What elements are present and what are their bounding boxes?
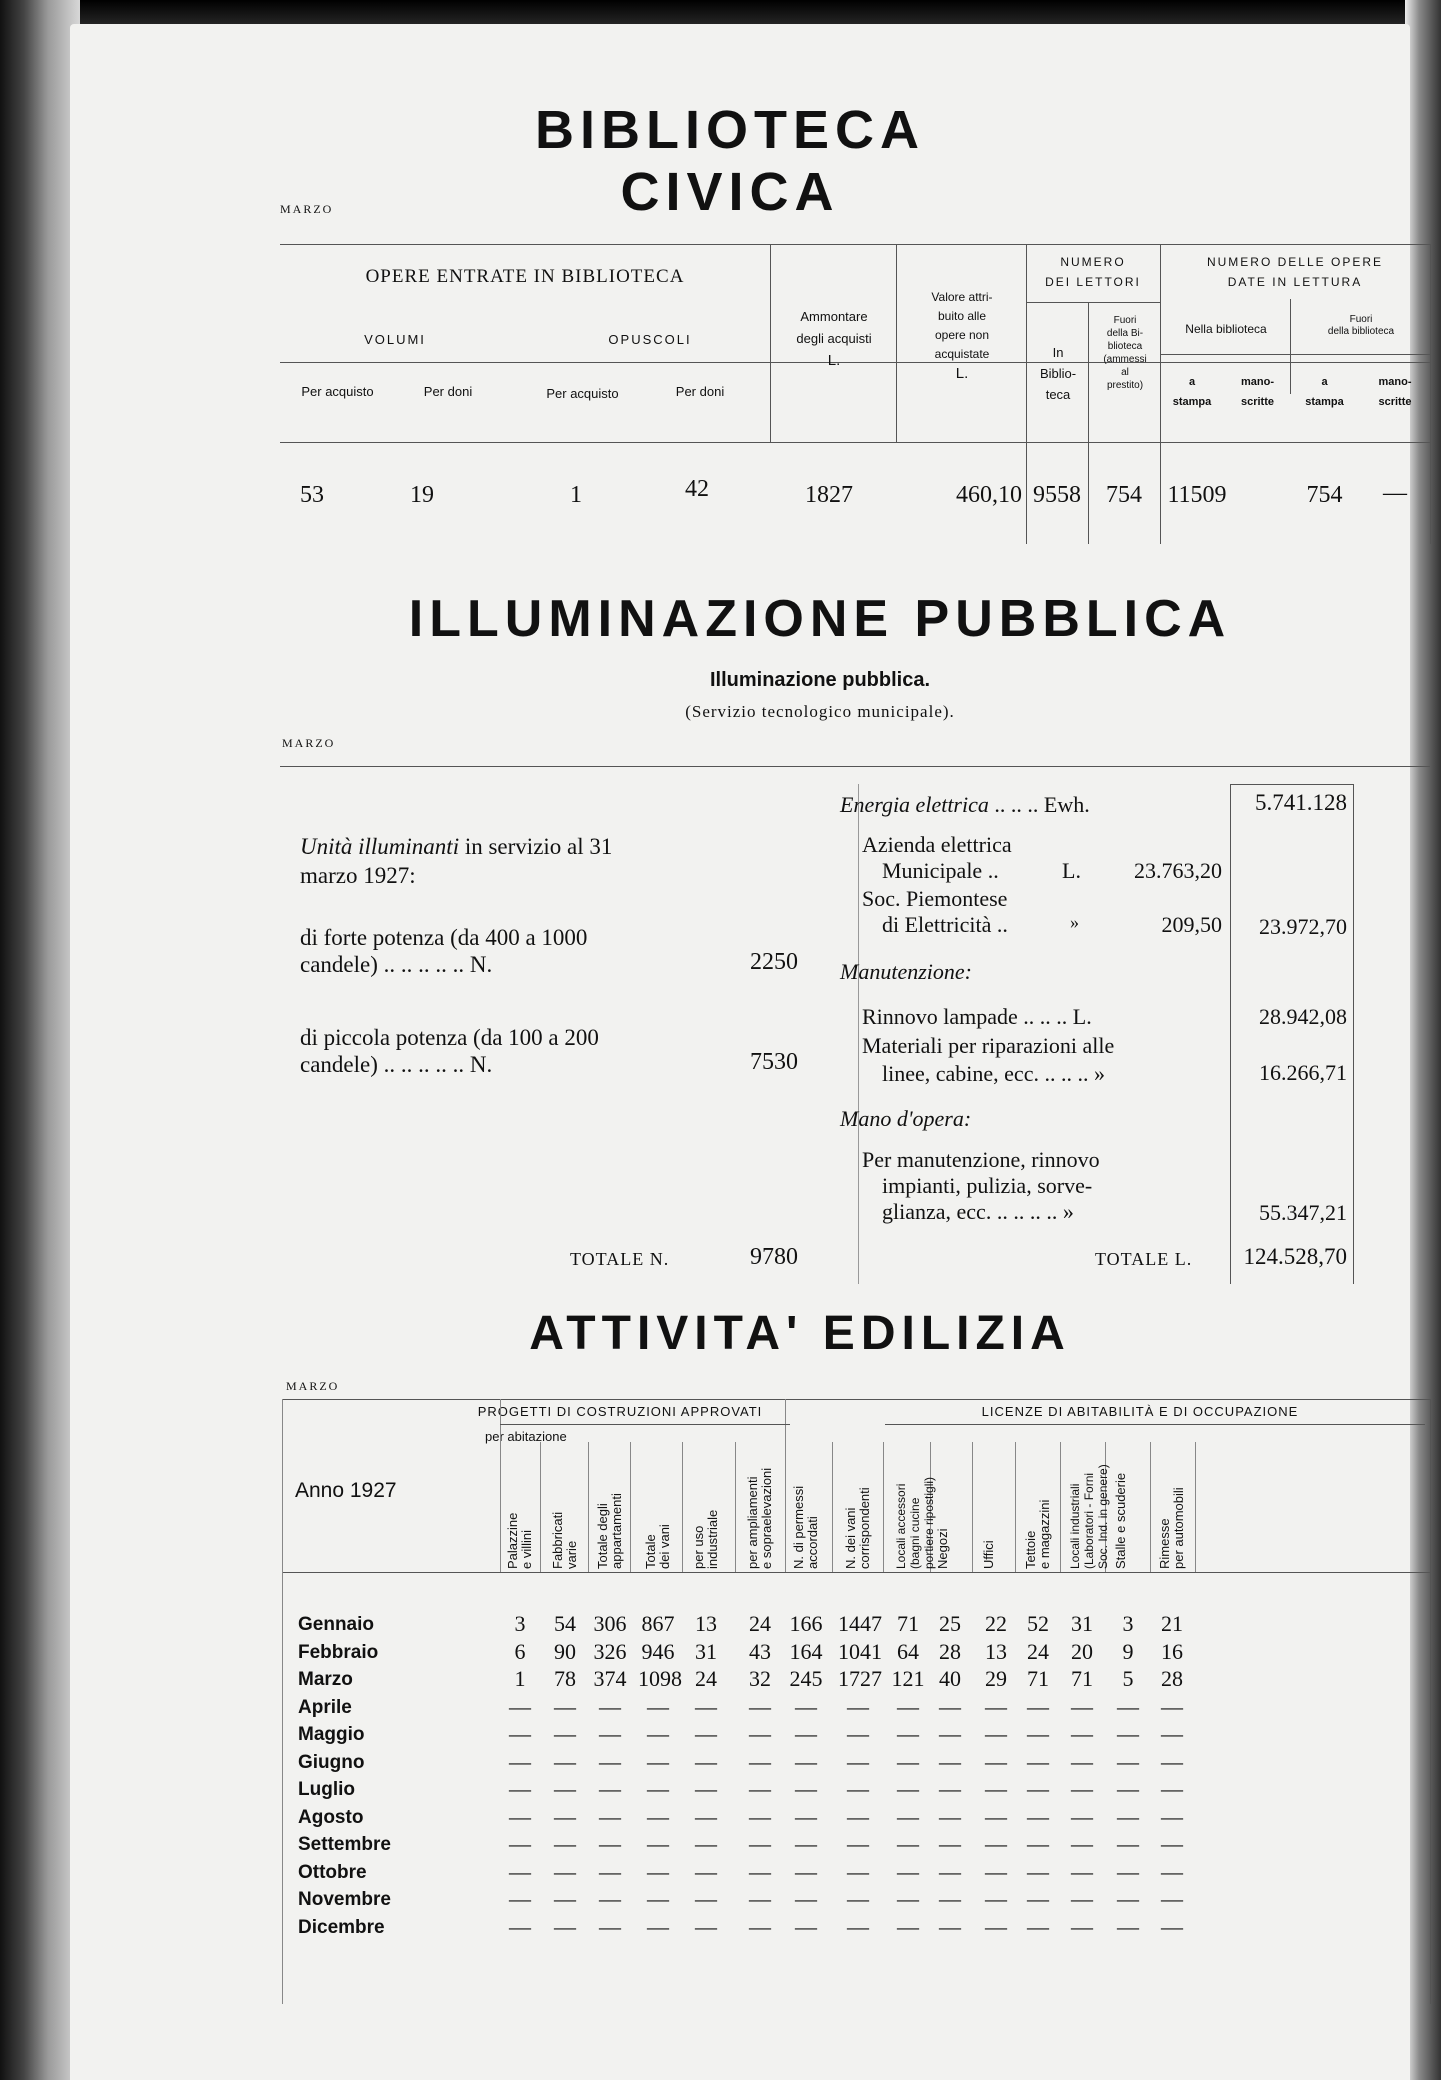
table-cell: —	[749, 1748, 771, 1774]
table-cell: 31	[695, 1638, 717, 1664]
table-cell: —	[647, 1803, 669, 1829]
column-header-13: Stalle e scuderie	[1113, 1472, 1128, 1569]
table-cell: —	[749, 1693, 771, 1719]
table-cell: 13	[695, 1611, 717, 1636]
table-cell: —	[749, 1831, 771, 1856]
value-fuori-stampa: 754	[1306, 482, 1343, 508]
month-label: Marzo	[298, 1669, 353, 1690]
table-cell: —	[599, 1858, 621, 1884]
table-cell: —	[939, 1803, 961, 1829]
header-progetti: PROGETTI DI COSTRUZIONI APPROVATI	[477, 1404, 763, 1419]
table-cell: —	[795, 1721, 817, 1746]
mano-opera-value: 55.347,21	[1259, 1200, 1347, 1225]
table-cell: —	[897, 1776, 919, 1801]
table-cell: 24	[695, 1666, 717, 1691]
table-cell: —	[509, 1886, 531, 1911]
table-cell: —	[1071, 1693, 1093, 1719]
table-cell: —	[1117, 1831, 1139, 1856]
table-cell: —	[647, 1858, 669, 1884]
edilizia-title: ATTIVITA' EDILIZIA	[529, 1307, 1071, 1360]
table-cell: —	[599, 1803, 621, 1829]
table-cell: —	[647, 1693, 669, 1719]
illuminazione-month: MARZO	[282, 736, 336, 750]
table-cell: —	[1161, 1721, 1183, 1746]
table-cell: —	[554, 1858, 576, 1884]
azienda-elettrica: Azienda elettrica Municipale ..	[862, 832, 1012, 883]
table-cell: —	[647, 1831, 669, 1856]
table-cell: —	[695, 1831, 717, 1856]
table-cell: —	[985, 1858, 1007, 1884]
table-cell: —	[749, 1886, 771, 1911]
table-cell: —	[1117, 1886, 1139, 1911]
month-label: Luglio	[298, 1779, 355, 1800]
table-cell: —	[985, 1831, 1007, 1856]
table-cell: —	[1161, 1886, 1183, 1911]
column-header-0: Palazzine e villini	[505, 1512, 534, 1569]
column-header-14: Rimesse per automobili	[1157, 1487, 1186, 1569]
column-header-8: Locali accessori (bagni cucine portiere ripostigli)	[894, 1476, 936, 1569]
table-cell: —	[795, 1913, 817, 1939]
month-label: Gennaio	[298, 1614, 375, 1635]
month-label: Ottobre	[298, 1861, 367, 1883]
table-cell: —	[1161, 1913, 1183, 1939]
piccola-potenza-value: 7530	[750, 1049, 798, 1075]
table-cell: 64	[897, 1638, 919, 1664]
column-header-6: N. di permessi accordati	[791, 1485, 820, 1569]
table-cell: 164	[789, 1638, 823, 1664]
table-cell: —	[695, 1748, 717, 1774]
scan-left-edge	[0, 0, 80, 2080]
month-label: Agosto	[298, 1806, 364, 1828]
table-cell: —	[647, 1886, 669, 1911]
column-divider	[832, 1442, 833, 1572]
header-nella-stampa: a stampa	[1172, 376, 1212, 408]
table-cell: —	[1027, 1886, 1049, 1911]
table-cell: —	[647, 1913, 669, 1939]
column-divider	[630, 1442, 631, 1572]
azienda-value: 23.763,20	[1134, 858, 1222, 883]
table-cell: —	[939, 1858, 961, 1884]
header-fuori-stampa: a stampa	[1305, 376, 1344, 408]
table-cell: —	[1161, 1693, 1183, 1719]
table-cell: 374	[593, 1666, 627, 1691]
table-cell: 946	[641, 1638, 675, 1664]
mano-opera-label: Mano d'opera:	[840, 1106, 972, 1131]
table-cell: —	[795, 1693, 817, 1719]
value-valore: 460,10	[956, 482, 1022, 508]
table-cell: —	[1027, 1776, 1049, 1801]
value-lettori-fuori: 754	[1106, 482, 1142, 508]
table-cell: —	[1071, 1803, 1093, 1829]
table-cell: —	[1027, 1748, 1049, 1774]
table-cell: —	[749, 1803, 771, 1829]
table-cell: 31	[1071, 1611, 1093, 1636]
table-cell: 40	[939, 1666, 961, 1691]
table-cell: —	[1161, 1776, 1183, 1801]
unita-illuminanti-block: Unità illuminanti in servizio al 31 marzo 1927:	[300, 834, 613, 888]
table-cell: —	[749, 1913, 771, 1939]
column-header-3: Totale dei vani	[643, 1524, 672, 1569]
value-opuscoli-acquisto: 1	[570, 482, 582, 508]
month-label: Febbraio	[298, 1641, 379, 1663]
table-cell: —	[1161, 1831, 1183, 1856]
table-cell: —	[1161, 1803, 1183, 1829]
mano-opera-detail: Per manutenzione, rinnovo impianti, pulizia, sorve- glianza, ecc. .. .. .. .. »	[862, 1147, 1100, 1224]
table-cell: 90	[554, 1638, 576, 1664]
table-cell: —	[939, 1721, 961, 1746]
illuminazione-subtitle: Illuminazione pubblica.	[709, 669, 931, 691]
column-divider	[588, 1442, 589, 1572]
table-cell: 13	[985, 1638, 1007, 1664]
table-cell: —	[599, 1776, 621, 1801]
header-opuscoli-doni: Per doni	[675, 384, 725, 399]
header-opuscoli: OPUSCOLI	[608, 332, 692, 347]
table-cell: —	[695, 1858, 717, 1884]
table-cell: —	[647, 1776, 669, 1801]
table-cell: —	[647, 1721, 669, 1746]
table-cell: 3	[514, 1611, 526, 1636]
materiali: Materiali per riparazioni alle linee, cabine, ecc. .. .. .. »	[862, 1033, 1115, 1086]
table-cell: —	[509, 1748, 531, 1774]
table-cell: 28	[1161, 1666, 1183, 1691]
table-cell: —	[985, 1886, 1007, 1911]
table-cell: —	[847, 1803, 869, 1829]
table-cell: —	[795, 1858, 817, 1884]
header-anno: Anno 1927	[295, 1479, 397, 1502]
table-cell: —	[695, 1886, 717, 1911]
column-divider	[540, 1442, 541, 1572]
table-cell: —	[509, 1693, 531, 1719]
table-cell: —	[749, 1776, 771, 1801]
month-label: Aprile	[298, 1696, 352, 1718]
manutenzione-label: Manutenzione:	[840, 959, 972, 984]
table-cell: —	[509, 1831, 531, 1856]
forte-potenza: di forte potenza (da 400 a 1000 candele) .. .. .. .. .. N.	[300, 925, 588, 977]
table-cell: —	[897, 1858, 919, 1884]
table-cell: 1447	[838, 1611, 882, 1636]
table-cell: 20	[1071, 1638, 1093, 1664]
table-cell: 24	[749, 1611, 771, 1636]
totale-lire-value: 124.528,70	[1243, 1244, 1347, 1269]
table-cell: —	[1027, 1721, 1049, 1746]
table-cell: —	[695, 1913, 717, 1939]
column-divider	[1060, 1442, 1061, 1572]
month-label: Maggio	[298, 1724, 365, 1745]
piccola-potenza: di piccola potenza (da 100 a 200 candele) .. .. .. .. .. N.	[300, 1025, 599, 1077]
header-numero-opere: NUMERO DELLE OPERE DATE IN LETTURA	[1206, 255, 1384, 289]
soc-piemontese: Soc. Piemontese di Elettricità ..	[862, 886, 1008, 937]
column-header-2: Totale degli appartamenti	[595, 1493, 624, 1569]
table-cell: 867	[641, 1611, 675, 1636]
column-divider	[1150, 1442, 1151, 1572]
table-cell: —	[554, 1913, 576, 1939]
rinnovo-lampade-value: 28.942,08	[1259, 1004, 1347, 1029]
energia-elettrica-value: 5.741.128	[1255, 790, 1347, 815]
table-cell: —	[1071, 1858, 1093, 1884]
table-cell: —	[1071, 1776, 1093, 1801]
table-cell: —	[847, 1831, 869, 1856]
table-cell: 306	[593, 1611, 627, 1636]
table-cell: 28	[939, 1638, 961, 1664]
table-cell: —	[795, 1748, 817, 1774]
header-nella-manoscritte: mano- scritte	[1240, 376, 1275, 408]
header-rule	[885, 1424, 1425, 1425]
table-cell: —	[509, 1803, 531, 1829]
table-cell: —	[1027, 1831, 1049, 1856]
table-cell: 166	[789, 1611, 823, 1636]
table-cell: 245	[789, 1666, 823, 1691]
table-cell: —	[749, 1721, 771, 1746]
table-cell: —	[1071, 1886, 1093, 1911]
table-cell: —	[985, 1913, 1007, 1939]
table-cell: —	[1027, 1693, 1049, 1719]
column-divider	[972, 1442, 973, 1572]
document-page	[70, 24, 1410, 2080]
azienda-l: L.	[1062, 858, 1081, 883]
column-divider	[1195, 1442, 1196, 1572]
illuminazione-subtitle2: (Servizio tecnologico municipale).	[685, 702, 955, 721]
table-cell: —	[985, 1721, 1007, 1746]
header-nella-biblioteca: Nella biblioteca	[1185, 322, 1267, 336]
table-cell: —	[939, 1886, 961, 1911]
rinnovo-lampade: Rinnovo lampade .. .. .. L.	[862, 1004, 1092, 1029]
table-cell: —	[897, 1831, 919, 1856]
totale-lire-label: TOTALE L.	[1095, 1249, 1193, 1269]
value-opuscoli-doni: 42	[685, 476, 709, 502]
table-cell: —	[1117, 1803, 1139, 1829]
header-volumi-acquisto: Per acquisto	[301, 384, 374, 399]
edilizia-table	[70, 24, 1410, 2080]
table-cell: 43	[749, 1638, 771, 1664]
header-fuori-manoscritte: mano- scritte	[1378, 376, 1412, 408]
column-divider	[735, 1442, 736, 1572]
table-cell: —	[985, 1693, 1007, 1719]
table-cell: 9	[1122, 1638, 1134, 1664]
column-header-1: Fabbricati varie	[550, 1511, 579, 1569]
table-cell: 78	[554, 1666, 576, 1691]
header-fuori-della-biblioteca: Fuori della biblioteca	[1327, 314, 1395, 337]
table-cell: —	[847, 1858, 869, 1884]
table-cell: —	[897, 1886, 919, 1911]
soc-mark: »	[1070, 912, 1079, 932]
table-cell: 54	[554, 1611, 576, 1636]
header-ammontare: Ammontare degli acquisti L.	[796, 309, 872, 369]
table-cell: —	[554, 1748, 576, 1774]
header-per-abitazione: per abitazione	[485, 1429, 567, 1444]
table-cell: 25	[939, 1611, 961, 1636]
column-header-10: Uffici	[981, 1540, 996, 1569]
table-cell: 6	[514, 1638, 526, 1664]
table-cell: —	[795, 1831, 817, 1856]
table-cell: —	[509, 1721, 531, 1746]
table-cell: —	[554, 1803, 576, 1829]
table-cell: —	[554, 1886, 576, 1911]
column-divider	[682, 1442, 683, 1572]
table-cell: —	[1071, 1721, 1093, 1746]
column-divider	[883, 1442, 884, 1572]
biblioteca-month: MARZO	[280, 202, 334, 216]
header-licenze: LICENZE DI ABITABILITÀ E DI OCCUPAZIONE	[981, 1404, 1299, 1419]
table-cell: —	[695, 1693, 717, 1719]
value-fuori-manoscritte: —	[1383, 480, 1407, 506]
table-cell: —	[847, 1693, 869, 1719]
table-cell: —	[509, 1913, 531, 1939]
column-header-9: Negozi	[935, 1528, 950, 1569]
month-label: Novembre	[298, 1889, 391, 1910]
table-cell: 52	[1027, 1611, 1049, 1636]
table-cell: —	[1027, 1803, 1049, 1829]
elettricita-total: 23.972,70	[1259, 914, 1347, 939]
table-cell: —	[795, 1776, 817, 1801]
column-header-12: Locali industriali (Laboratori - Forni Soc. Ind. in genere)	[1068, 1464, 1110, 1569]
table-cell: —	[939, 1913, 961, 1939]
table-cell: —	[795, 1803, 817, 1829]
table-cell: —	[847, 1748, 869, 1774]
table-cell: —	[897, 1721, 919, 1746]
totale-unita-value: 9780	[750, 1244, 798, 1270]
column-header-7: N. dei vani corrispondenti	[843, 1487, 872, 1569]
materiali-value: 16.266,71	[1259, 1060, 1347, 1085]
value-nella-stampa: 11509	[1167, 482, 1227, 508]
table-cell: 32	[749, 1666, 771, 1691]
table-cell: —	[897, 1913, 919, 1939]
table-cell: 1727	[838, 1666, 882, 1691]
table-cell: —	[1161, 1748, 1183, 1774]
table-cell: —	[795, 1886, 817, 1911]
table-cell: —	[599, 1913, 621, 1939]
month-label: Giugno	[298, 1751, 365, 1773]
value-volumi-doni: 19	[410, 482, 434, 508]
table-cell: —	[847, 1886, 869, 1911]
table-cell: 21	[1161, 1611, 1183, 1636]
table-cell: —	[847, 1913, 869, 1939]
table-cell: 1041	[838, 1638, 882, 1664]
table-cell: —	[847, 1721, 869, 1746]
table-cell: 71	[897, 1611, 919, 1636]
soc-value: 209,50	[1161, 912, 1222, 937]
column-header-4: per uso industriale	[691, 1509, 720, 1569]
table-cell: —	[1071, 1748, 1093, 1774]
table-cell: —	[695, 1803, 717, 1829]
totale-unita-label: TOTALE N.	[570, 1249, 670, 1269]
table-cell: —	[509, 1776, 531, 1801]
table-cell: 3	[1122, 1611, 1134, 1636]
table-cell: —	[695, 1721, 717, 1746]
table-cell: —	[897, 1693, 919, 1719]
table-cell: 5	[1122, 1666, 1134, 1691]
table-cell: —	[897, 1748, 919, 1774]
table-cell: —	[985, 1748, 1007, 1774]
table-cell: 22	[985, 1611, 1007, 1636]
table-cell: —	[985, 1776, 1007, 1801]
table-cell: —	[695, 1776, 717, 1801]
table-cell: 1	[514, 1666, 526, 1691]
table-cell: —	[939, 1693, 961, 1719]
table-cell: —	[1117, 1776, 1139, 1801]
month-label: Dicembre	[298, 1916, 385, 1938]
forte-potenza-value: 2250	[750, 949, 798, 975]
header-rule	[500, 1424, 790, 1425]
column-header-11: Tettoie e magazzini	[1023, 1499, 1052, 1569]
table-cell: —	[599, 1721, 621, 1746]
edilizia-month: MARZO	[286, 1379, 340, 1393]
header-volumi: VOLUMI	[364, 332, 426, 347]
value-ammontare: 1827	[805, 482, 853, 508]
table-cell: —	[599, 1886, 621, 1911]
table-cell: —	[1117, 1913, 1139, 1939]
biblioteca-title: BIBLIOTECA CIVICA	[535, 100, 925, 222]
table-cell: —	[509, 1858, 531, 1884]
table-cell: 326	[593, 1638, 627, 1664]
table-cell: 71	[1027, 1666, 1049, 1691]
table-cell: 24	[1027, 1638, 1049, 1664]
table-cell: —	[985, 1803, 1007, 1829]
header-valore: Valore attri- buito alle opere non acquistate L.	[931, 290, 993, 382]
header-fuori-biblioteca: Fuori della Bi- blioteca (ammessi al prestito)	[1103, 315, 1147, 391]
illuminazione-title: ILLUMINAZIONE PUBBLICA	[408, 590, 1232, 648]
table-cell: —	[939, 1776, 961, 1801]
header-opere-entrate: OPERE ENTRATE IN BIBLIOTECA	[365, 266, 685, 287]
header-numero-lettori: NUMERO DEI LETTORI	[1045, 255, 1141, 289]
column-header-5: per ampliamenti e sopraelevazioni	[745, 1467, 774, 1569]
table-cell: —	[1117, 1858, 1139, 1884]
table-cell: 16	[1161, 1638, 1183, 1664]
month-label: Settembre	[298, 1834, 391, 1855]
table-cell: 1098	[638, 1666, 682, 1691]
table-cell: —	[599, 1693, 621, 1719]
table-cell: —	[939, 1748, 961, 1774]
column-divider	[1015, 1442, 1016, 1572]
table-cell: —	[554, 1693, 576, 1719]
table-cell: —	[599, 1831, 621, 1856]
table-cell: —	[554, 1831, 576, 1856]
table-cell: —	[554, 1721, 576, 1746]
value-lettori-in: 9558	[1033, 482, 1081, 508]
table-cell: —	[847, 1776, 869, 1801]
table-cell: —	[749, 1858, 771, 1884]
table-cell: —	[1161, 1858, 1183, 1884]
header-in-biblioteca: In Biblio- teca	[1039, 345, 1077, 402]
table-cell: —	[897, 1803, 919, 1829]
header-volumi-doni: Per doni	[423, 384, 473, 399]
table-cell: 121	[891, 1666, 925, 1691]
table-cell: —	[647, 1748, 669, 1774]
table-cell: —	[1117, 1721, 1139, 1746]
table-cell: 71	[1071, 1666, 1093, 1691]
table-cell: —	[1117, 1748, 1139, 1774]
table-cell: —	[1117, 1693, 1139, 1719]
table-cell: 29	[985, 1666, 1007, 1691]
table-cell: —	[1071, 1913, 1093, 1939]
table-cell: —	[939, 1831, 961, 1856]
header-opuscoli-acquisto: Per acquisto	[546, 386, 619, 401]
table-cell: —	[599, 1748, 621, 1774]
value-volumi-acquisto: 53	[300, 482, 324, 508]
energia-elettrica: Energia elettrica .. .. .. Ewh.	[840, 792, 1090, 817]
table-cell: —	[1071, 1831, 1093, 1856]
table-cell: —	[1027, 1913, 1049, 1939]
table-cell: —	[1027, 1858, 1049, 1884]
table-cell: —	[554, 1776, 576, 1801]
